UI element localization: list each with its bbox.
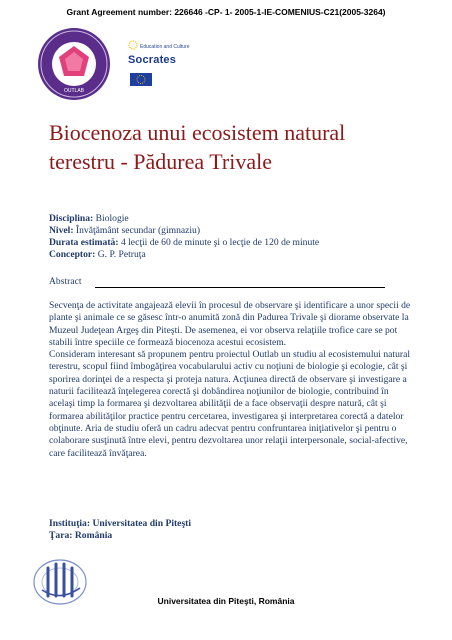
- institution-block: [49, 518, 191, 542]
- title-line-1: Biocenoza unui ecosistem natural: [49, 120, 346, 145]
- metadata-block: [49, 213, 429, 261]
- paragraph-2: Consideram interesant să propunem pentru proiectul Outlab un studiu al ecosistemului natural terestru, scopul fiind îmbogăţirea vocabularului activ cu noţiuni de biologie şi ecologie, cât şi sporirea dorinţei de a respecta şi proteja natura. Acţiunea directă de observare şi investigare a naturii facilitează înţelegerea corectă şi dobândirea noţiunilor de biologie, contribuind în acelaşi timp la formarea şi dezvoltarea abilităţii de a face observaţii despre natură, cât şi formarea abilităţilor practice pentru cercetarea, investigarea şi interpretarea corectă a datelor obţinute. Aria de studiu oferă un cadru adecvat pentru confruntarea iniţiativelor şi pentru o colaborare susţinută între elevi, pentru dezvoltarea unor relaţii interpersonale, social-afective, care facilitează învăţarea.: [49, 349, 411, 459]
- institution-label: Instituţia:: [49, 518, 91, 529]
- footer-university: Universitatea din Piteşti, România: [157, 596, 295, 606]
- grant-agreement-header: Grant Agreement number: 226646 -CP- 1- 2005-1-IE-COMENIUS-C21(2005-3264): [66, 7, 386, 17]
- duration-value: 4 lecţii de 60 de minute şi o lecţie de 120 de minute: [118, 237, 320, 248]
- institution-row: [49, 518, 191, 530]
- country-value: România: [72, 530, 113, 541]
- country-label: Ţara:: [49, 530, 73, 541]
- document-title: [49, 118, 409, 176]
- discipline-value: Biologie: [93, 213, 129, 224]
- abstract-label: Abstract: [49, 276, 82, 287]
- socrates-wordmark: Socrates: [128, 54, 177, 66]
- author-row: [49, 249, 429, 261]
- author-value: G. P. Petruţa: [95, 249, 146, 260]
- title-line-2: terestru - Pădurea Trivale: [49, 149, 272, 174]
- institution-value: Universitatea din Piteşti: [90, 518, 192, 529]
- eu-stars-icon: [128, 40, 138, 50]
- eu-flag-icon: [130, 73, 152, 86]
- abstract-body: [49, 300, 417, 460]
- paragraph-1: Secvenţa de activitate angajează elevii în procesul de observare şi identificare a unor specii de plante şi animale ce se găsesc într-o anumită zonă din Padurea Trivale şi diorame observate la Muzeul Judeţean Argeş din Piteşti. De asemenea, ei vor observa relaţiile trofice care se pot stabili între speciile ce formează biocenoza acestui ecosistem.: [49, 300, 411, 348]
- discipline-label: Disciplina:: [49, 213, 94, 224]
- discipline-row: [49, 213, 429, 225]
- level-label: Nivel:: [49, 225, 74, 236]
- level-row: [49, 225, 429, 237]
- author-label: Conceptor:: [49, 249, 96, 260]
- country-row: [49, 530, 191, 542]
- outlab-logo: [36, 26, 112, 102]
- abstract-underline: [95, 287, 385, 288]
- eu-tagline: Education and Culture: [140, 44, 190, 50]
- duration-label: Durata estimată:: [49, 237, 119, 248]
- outlab-logo-text: OUTLAB: [63, 88, 85, 94]
- duration-row: [49, 237, 429, 249]
- socrates-logo: [124, 38, 204, 88]
- level-value: Învăţământ secundar (gimnaziu): [73, 225, 201, 236]
